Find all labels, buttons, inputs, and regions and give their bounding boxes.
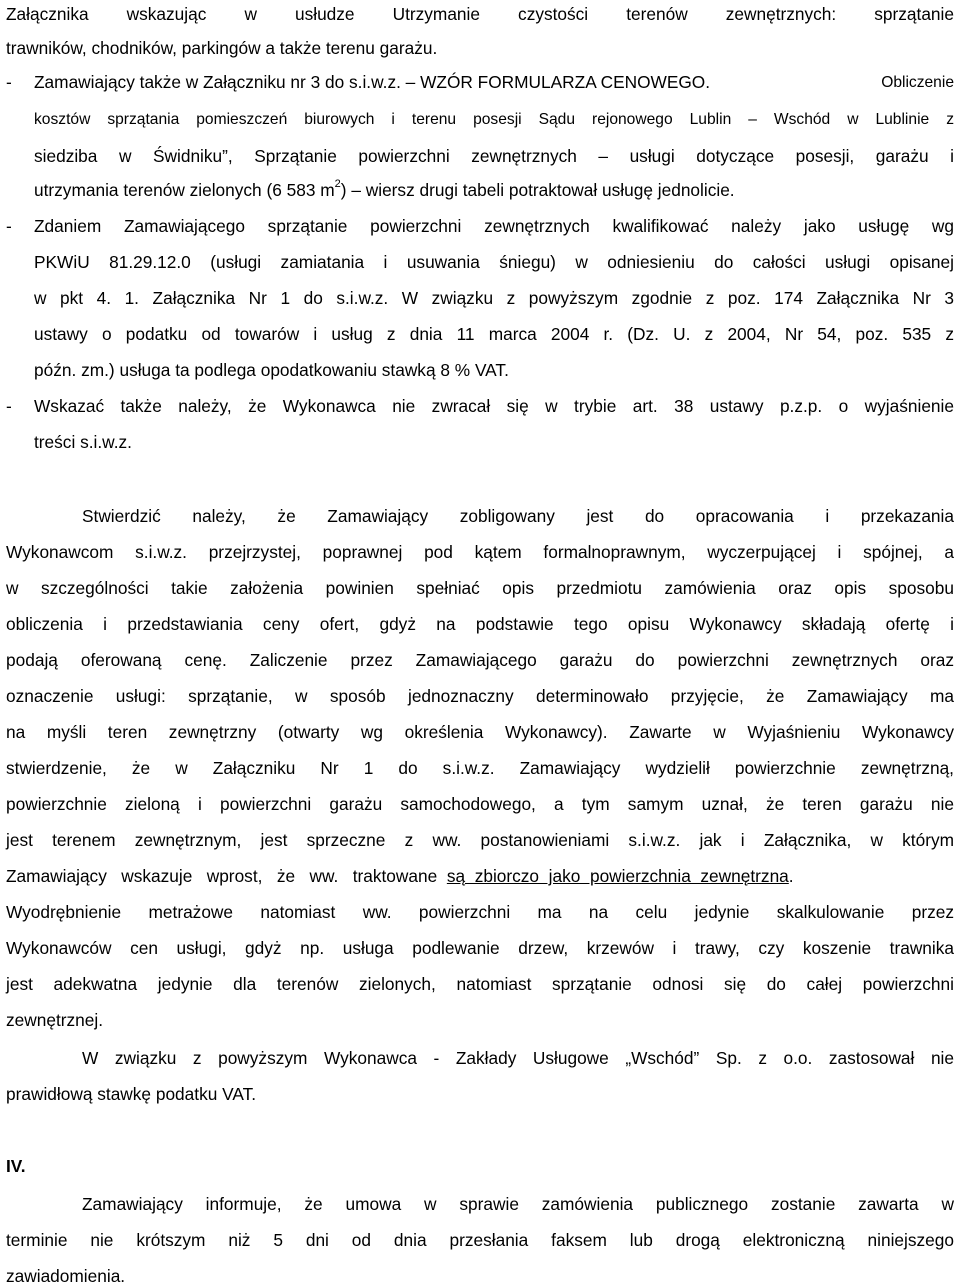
bullet-2-line-1: Zdaniem Zamawiającego sprzątanie powierzchni zewnętrznych kwalifikować należy jako usługę wg xyxy=(34,216,954,236)
bullet-1-line-1: Zamawiający także w Załączniku nr 3 do s.i.w.z. – WZÓR FORMULARZA CENOWEGO. xyxy=(34,72,711,92)
para-1-line-14: jest adekwatna jedynie dla terenów zielonych, natomiast sprzątanie odnosi się do całej powierzchni xyxy=(6,974,954,994)
bullet-1-line-2: kosztów sprzątania pomieszczeń biurowych i terenu posesji Sądu rejonowego Lublin – Wschód w Lublinie z xyxy=(34,111,954,128)
para-1-line-11 xyxy=(6,866,954,886)
section-iv-line-1: Zamawiający informuje, że umowa w sprawie zamówienia publicznego zostanie zawarta w xyxy=(82,1194,954,1214)
bullet-dash: - xyxy=(6,216,12,236)
para-2-line-1: W związku z powyższym Wykonawca - Zakłady Usługowe „Wschód” Sp. z o.o. zastosował nie xyxy=(82,1048,954,1068)
para-1-line-12: Wyodrębnienie metrażowe natomiast ww. powierzchni ma na celu jedynie skalkulowanie przez xyxy=(6,902,954,922)
bullet-dash: - xyxy=(6,396,12,416)
section-iv-line-3: zawiadomienia. xyxy=(6,1266,126,1286)
para-1-line-1: Stwierdzić należy, że Zamawiający zobligowany jest do opracowania i przekazania xyxy=(82,506,954,526)
para-1-line-15: zewnętrznej. xyxy=(6,1010,104,1030)
para-1-line-5: podają oferowaną cenę. Zaliczenie przez Zamawiającego garażu do powierzchni zewnętrznych oraz xyxy=(6,650,954,670)
bullet-dash: - xyxy=(6,72,12,92)
section-heading: IV. xyxy=(6,1156,26,1176)
para-1-line-13: Wykonawców cen usługi, gdyż np. usługa podlewanie drzew, krzewów i trawy, czy koszenie trawnika xyxy=(6,938,954,958)
para-1-line-10: jest terenem zewnętrznym, jest sprzeczne z ww. postanowieniami s.i.w.z. jak i Załącznika, w którym xyxy=(6,830,954,850)
bullet-2-line-2: PKWiU 81.29.12.0 (usługi zamiatania i usuwania śniegu) w odniesieniu do całości usługi opisanej xyxy=(34,252,954,272)
bullet-1-line-4-end: ) – wiersz drugi tabeli potraktował usługę jednolicie. xyxy=(340,180,735,200)
para-1-line-3: w szczególności takie założenia powinien spełniać opis przedmiotu zamówienia oraz opis sposobu xyxy=(6,578,954,598)
bullet-2-line-5: późn. zm.) usługa ta podlega opodatkowaniu stawką 8 % VAT. xyxy=(34,360,509,380)
para-1-line-4: obliczenia i przedstawiania ceny ofert, gdyż na podstawie tego opisu Wykonawcy składają ofertę i xyxy=(6,614,954,634)
para-2-line-2: prawidłową stawkę podatku VAT. xyxy=(6,1084,257,1104)
intro-line-2: trawników, chodników, parkingów a także terenu garażu. xyxy=(6,38,438,58)
para-1-line-2: Wykonawcom s.i.w.z. przejrzystej, poprawnej pod kątem formalnoprawnym, wyczerpującej i spójnej, a xyxy=(6,542,954,562)
bullet-1-line-1-tail: Obliczenie xyxy=(881,74,954,91)
bullet-1-line-4 xyxy=(34,180,954,200)
bullet-2-line-4: ustawy o podatku od towarów i usług z dnia 11 marca 2004 r. (Dz. U. z 2004, Nr 54, poz. 535 z xyxy=(34,324,954,344)
para-1-line-6: oznaczenie usługi: sprzątanie, w sposób jednoznaczny determinowało przyjęcie, że Zamawiający ma xyxy=(6,686,954,706)
intro-line-1: Załącznika wskazując w usłudze Utrzymanie czystości terenów zewnętrznych: sprzątanie xyxy=(6,4,954,24)
bullet-1-line-4-text: utrzymania terenów zielonych (6 583 m xyxy=(34,180,335,200)
bullet-3-line-2: treści s.i.w.z. xyxy=(34,432,132,452)
para-1-line-11-period: . xyxy=(788,866,794,886)
para-1-line-7: na myśli teren zewnętrzny (otwarty wg określenia Wykonawcy). Zawarte w Wyjaśnieniu Wykonawcy xyxy=(6,722,954,742)
para-1-line-8: stwierdzenie, że w Załączniku Nr 1 do s.i.w.z. Zamawiający wydzielił powierzchnie zewnętrzną, xyxy=(6,758,954,778)
bullet-1-line-3: siedziba w Świdniku”, Sprzątanie powierzchni zewnętrznych – usługi dotyczące posesji, garażu i xyxy=(34,146,954,166)
section-iv-line-2: terminie nie krótszym niż 5 dni od dnia przesłania faksem lub drogą elektroniczną niniejszego xyxy=(6,1230,954,1250)
para-1-line-9: powierzchnie zieloną i powierzchni garażu samochodowego, a tym samym uznał, że teren garażu nie xyxy=(6,794,954,814)
bullet-2-line-3: w pkt 4. 1. Załącznika Nr 1 do s.i.w.z. W związku z powyższym zgodnie z poz. 174 Załącznika Nr 3 xyxy=(34,288,954,308)
superscript-2: 2 xyxy=(334,178,341,191)
bullet-3-line-1: Wskazać także należy, że Wykonawca nie zwracał się w trybie art. 38 ustawy p.z.p. o wyjaśnienie xyxy=(34,396,954,416)
para-1-line-11-text: Zamawiający wskazuje wprost, że ww. traktowane xyxy=(6,866,438,886)
underlined-phrase: są zbiorczo jako powierzchnia zewnętrzna xyxy=(446,866,789,886)
